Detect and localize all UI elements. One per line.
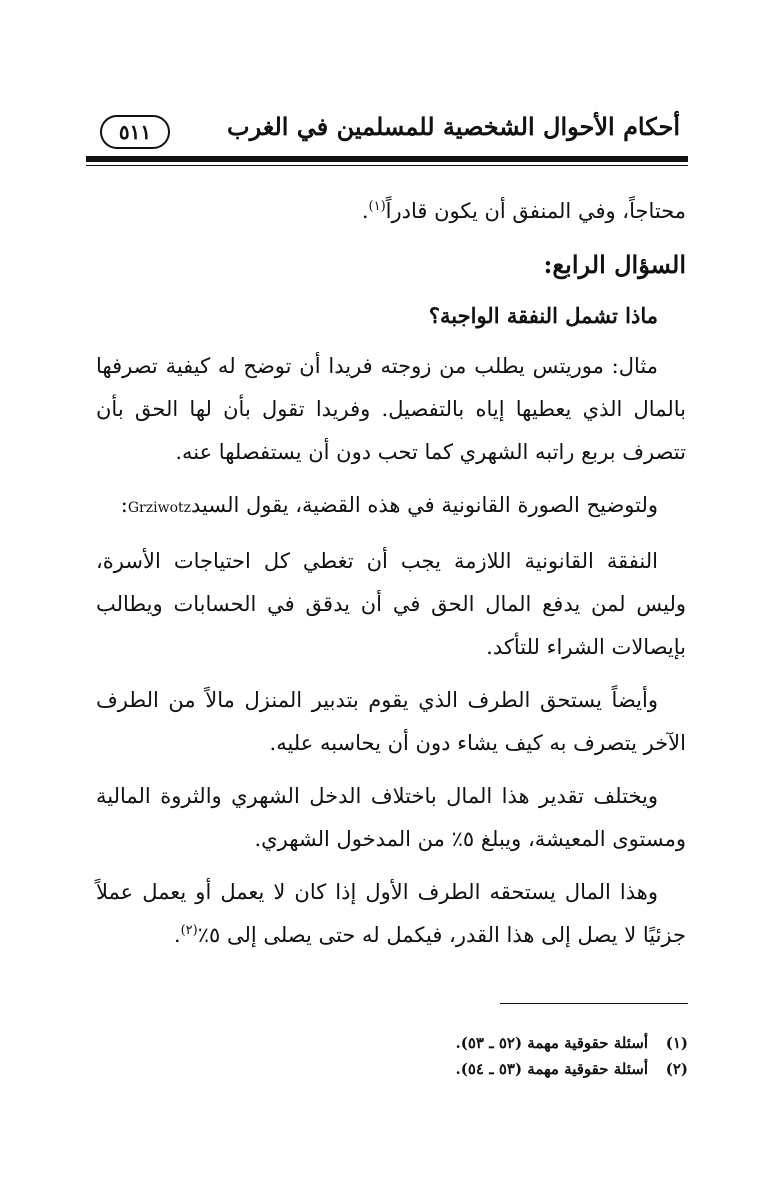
- body-text: [96, 190, 686, 967]
- paragraph-quote-1: النفقة القانونية اللازمة يجب أن تغطي كل احتياجات الأسرة، وليس لمن يدفع المال الحق في أن يدقق في الحسابات ويطالب بإيصالات الشراء للتأكد.: [96, 549, 686, 659]
- footnote-text: أسئلة حقوقية مهمة (٥٣ ـ ٥٤).: [455, 1060, 648, 1078]
- paragraph-legal-intro-colon: :: [120, 493, 128, 517]
- footnote-number: (١): [665, 1034, 688, 1052]
- footnote-ref-2: (٢): [180, 923, 198, 938]
- paragraph-example: مثال: موريتس يطلب من زوجته فريدا أن توضح له كيفية تصرفها بالمال الذي يعطيها إياه بالتفصيل. وفريدا تقول بأن لها الحق بأن تتصرف بربع راتبه الشهري كما تحب دون أن يستفصلها عنه.: [96, 354, 686, 464]
- header-rule-thin: [86, 165, 688, 166]
- paragraph-1: [96, 190, 686, 233]
- page-number-badge: ٥١١: [100, 115, 170, 149]
- question-subheading: ماذا تشمل النفقة الواجبة؟: [428, 303, 658, 328]
- paragraph-1-text: محتاجاً، وفي المنفق أن يكون قادراً: [385, 199, 686, 223]
- footnote-number: (٢): [665, 1060, 688, 1078]
- footnote-item: [88, 1030, 688, 1056]
- paragraph-quote-4-text: وهذا المال يستحقه الطرف الأول إذا كان لا يعمل أو يعمل عملاً جزئيًا لا يصل إلى هذا القدر، فيكمل له حتى يصلى إلى ٥٪: [96, 880, 686, 947]
- footnote-text: أسئلة حقوقية مهمة (٥٢ ـ ٥٣).: [455, 1034, 648, 1052]
- paragraph-legal-intro-text: ولتوضيح الصورة القانونية في هذه القضية، يقول السيد: [191, 493, 658, 517]
- header-rule-thick: [86, 156, 688, 162]
- footnotes: [88, 1030, 688, 1082]
- question-heading: السؤال الرابع:: [543, 250, 686, 279]
- paragraph-quote-2: وأيضاً يستحق الطرف الذي يقوم بتدبير المنزل مالاً من الطرف الآخر يتصرف به كيف يشاء دون أن يحاسبه عليه.: [96, 688, 686, 755]
- paragraph-quote-4: [96, 871, 686, 957]
- running-header-title: أحكام الأحوال الشخصية للمسلمين في الغرب: [227, 112, 680, 141]
- paragraph-quote-4-end: .: [173, 923, 181, 947]
- paragraph-quote-3: ويختلف تقدير هذا المال باختلاف الدخل الشهري والثروة المالية ومستوى المعيشة، ويبلغ ٥٪ من المدخول الشهري.: [96, 784, 686, 851]
- footnote-item: [88, 1056, 688, 1082]
- author-name: Grziwotz: [127, 500, 192, 516]
- footnote-separator: [500, 1003, 688, 1004]
- paragraph-1-end: .: [361, 199, 369, 223]
- footnote-ref-1: (١): [368, 199, 386, 214]
- paragraph-legal-intro: [96, 484, 686, 530]
